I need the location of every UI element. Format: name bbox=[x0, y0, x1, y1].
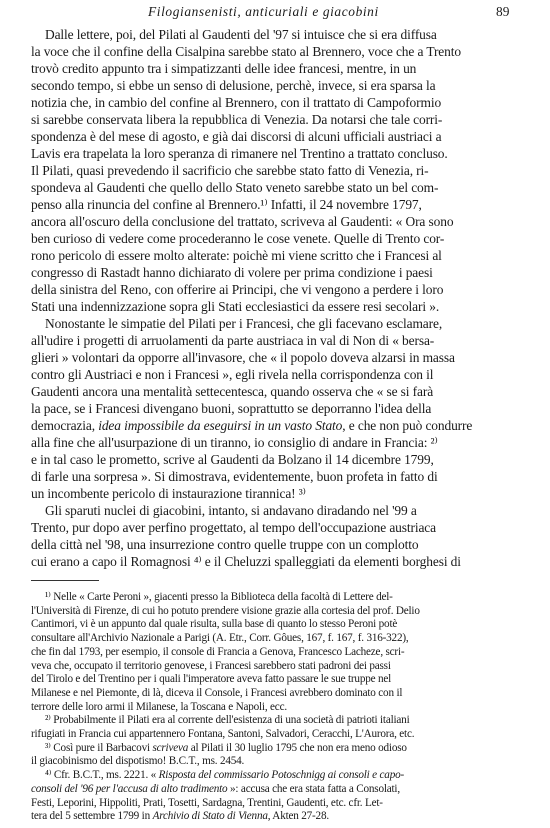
body-line: trovò credito appunto tra i simpatizzanti delle idee francesi, mentre, in un bbox=[31, 61, 417, 76]
italic-phrase: Risposta del commissario Potoschnigg ai consoli e capo- bbox=[158, 769, 405, 782]
body-line: democrazia, idea impossibile da eseguirsi in un vasto Stato, e che non può condurre bbox=[31, 418, 473, 433]
body-line: spondeva al Gaudenti che quello dello Stato veneto sarebbe stato un bel com- bbox=[31, 180, 439, 195]
footnote-line: terrore delle loro armi il Milanese, la Toscana e Napoli, ecc. bbox=[31, 700, 287, 713]
footnote-line: ³⁾ Così pure il Barbacovi scriveva al Pilati il 30 luglio 1795 che non era meno odioso bbox=[45, 741, 407, 754]
body-line: Nonostante le simpatie del Pilati per i Francesi, che gli facevano esclamare, bbox=[45, 316, 443, 331]
footnote-line: del Tirolo e del Trentino per i quali l'imperatore aveva fatto passare le sue truppe nel bbox=[31, 673, 392, 686]
body-line: della sinistra del Reno, con offerire ai Principi, che vi vengono a perdere i loro bbox=[31, 282, 444, 297]
body-line: congresso di Rastadt hanno dichiarato di volere per prima condizione i paesi bbox=[31, 265, 433, 280]
footnote-line: che fin dal 1793, per esempio, il console di Francia a Genova, Francesco Lacheze, scri- bbox=[31, 645, 405, 658]
body-line: ben curioso di vedere come procederanno le cose venete. Quelle di Trento cor- bbox=[31, 231, 445, 246]
footnote-line: rifugiati in Francia cui appartennero Fontana, Santoni, Salvadori, Ceracchi, L'Aurora, etc. bbox=[31, 728, 415, 741]
body-line: alla fine che all'usurpazione di un tiranno, io consiglio di andare in Francia: ²⁾ bbox=[31, 435, 438, 450]
footnote-line: ¹⁾ Nelle « Carte Peroni », giacenti presso la Biblioteca della facoltà di Lettere del- bbox=[45, 591, 393, 603]
italic-phrase: scriveva bbox=[152, 741, 189, 754]
body-line: Il Pilati, quasi prevedendo il sacrificio che sarebbe stato fatto di Venezia, ri- bbox=[31, 163, 429, 178]
footnote-line: Milanese e nel Piemonte, di là, diceva il Console, i Francesi avrebbero dominato con il bbox=[31, 686, 403, 699]
body-line: secondo tempo, si ebbe un senso di delusione, perchè, invece, si era sparsa la bbox=[31, 78, 436, 93]
footnote-line: Cantimori, vi è un appunto dal quale risulta, sulla base di quanto lo stesso Peroni potè bbox=[31, 618, 398, 631]
body-line: penso alla rinuncia del confine al Brennero.¹⁾ Infatti, il 24 novembre 1797, bbox=[31, 197, 422, 212]
body-line: rono pericolo di essere molto alterate: poichè mi viene scritto che i Francesi al bbox=[31, 248, 442, 263]
body-line: Lavis era trapelata la loro speranza di rimanere nel Trentino a trattato concluso. bbox=[31, 146, 448, 161]
italic-phrase: consoli del '96 per l'accusa di alto tradimento bbox=[31, 782, 228, 795]
footnote-line: ⁴⁾ Cfr. B.C.T., ms. 2221. « Risposta del commissario Potoschnigg ai consoli e capo- bbox=[45, 769, 405, 782]
body-line: contro gli Austriaci e non i Francesi », egli rivela nella corrispondenza con il bbox=[31, 367, 434, 382]
body-line: della città nel '98, una insurrezione contro quelle truppe con un complotto bbox=[31, 537, 419, 552]
body-line: cui erano a capo il Romagnosi ⁴⁾ e il Cheluzzi spalleggiati da elementi borghesi di bbox=[31, 554, 461, 569]
footnote-line: consultare all'Archivio Nazionale a Parigi (A. Etr., Corr. Gôues, 167, f. 167, f. 316-322), bbox=[31, 632, 409, 645]
body-line: spondenza è del mese di agosto, e già dai discorsi di alcuni ufficiali austriaci a bbox=[31, 129, 442, 144]
running-head-title: Filogiansenisti, anticuriali e giacobini bbox=[148, 4, 379, 19]
body-line: la voce che il confine della Cisalpina sarebbe stato al Brennero, voce che a Trento bbox=[31, 44, 461, 59]
footnote-line: tera del 5 settembre 1799 in Archivio di Stato di Vienna, Akten 27-28. bbox=[31, 810, 329, 823]
body-line: Stati una indennizzazione sopra gli Stati ecclesiastici da essere resi secolari ». bbox=[31, 299, 440, 314]
footnote-line: Festi, Leporini, Hippoliti, Prati, Tosetti, Sardagna, Trentini, Gaudenti, etc. cfr. Let- bbox=[31, 796, 383, 809]
body-line: Gaudenti ancora una mentalità settecentesca, quando osserva che « se si farà bbox=[31, 384, 434, 399]
body-line: notizia che, in cambio del confine al Brennero, con il trattato di Campoformio bbox=[31, 95, 442, 110]
body-line: un incombente pericolo di instaurazione tirannica! ³⁾ bbox=[31, 486, 306, 501]
italic-phrase: idea impossibile da eseguirsi in un vasto Stato bbox=[98, 418, 343, 433]
body-line: ancora all'oscuro della conclusione del trattato, scriveva al Gaudenti: « Ora sono bbox=[31, 214, 454, 229]
body-line: la pace, se i Francesi divengano buoni, soprattutto se deporranno l'idea della bbox=[31, 401, 432, 416]
body-line: Trento, pur dopo aver perfino progettato, al tempo dell'occupazione austriaca bbox=[31, 520, 436, 535]
body-line: di farle una sorpresa ». Si dimostrava, evidentemente, buon profeta in fatto di bbox=[31, 469, 438, 484]
body-line: all'udire i progetti di arruolamenti da parte austriaca in val di Non di « bersa- bbox=[31, 333, 435, 348]
footnote-line: consoli del '96 per l'accusa di alto tradimento »: accusa che era stata fatta a Consolati, bbox=[31, 782, 400, 795]
body-line: glieri » volontari da opporre all'invasore, che « il popolo doveva alzarsi in massa bbox=[31, 350, 455, 365]
body-line: Dalle lettere, poi, del Pilati al Gaudenti del '97 si intuisce che si era diffusa bbox=[45, 27, 437, 42]
italic-phrase: Archivio di Stato di Vienna bbox=[152, 810, 268, 823]
body-line: Gli sparuti nuclei di giacobini, intanto, si andavano diradando nel '99 a bbox=[45, 503, 417, 518]
body-line: e in tal caso le prometto, scrive al Gaudenti da Bolzano il 14 dicembre 1799, bbox=[31, 452, 434, 467]
page-number: 89 bbox=[496, 4, 510, 19]
footnote-line: il giacobinismo del dispotismo! B.C.T., ms. 2454. bbox=[31, 755, 245, 768]
footnote-line: ²⁾ Probabilmente il Pilati era al corrente dell'esistenza di una società di patrioti italiani bbox=[45, 714, 410, 727]
body-line: si sarebbe conservata libera la repubblica di Venezia. Da notarsi che tale corri- bbox=[31, 112, 443, 127]
footnote-line: veva che, occupato il territorio genovese, i Francesi sarebbero stati padroni dei passi bbox=[31, 659, 391, 672]
footnote-line: l'Università di Firenze, di cui ho potuto prendere visione grazie alla cortesia del prof. Delio bbox=[31, 604, 420, 617]
